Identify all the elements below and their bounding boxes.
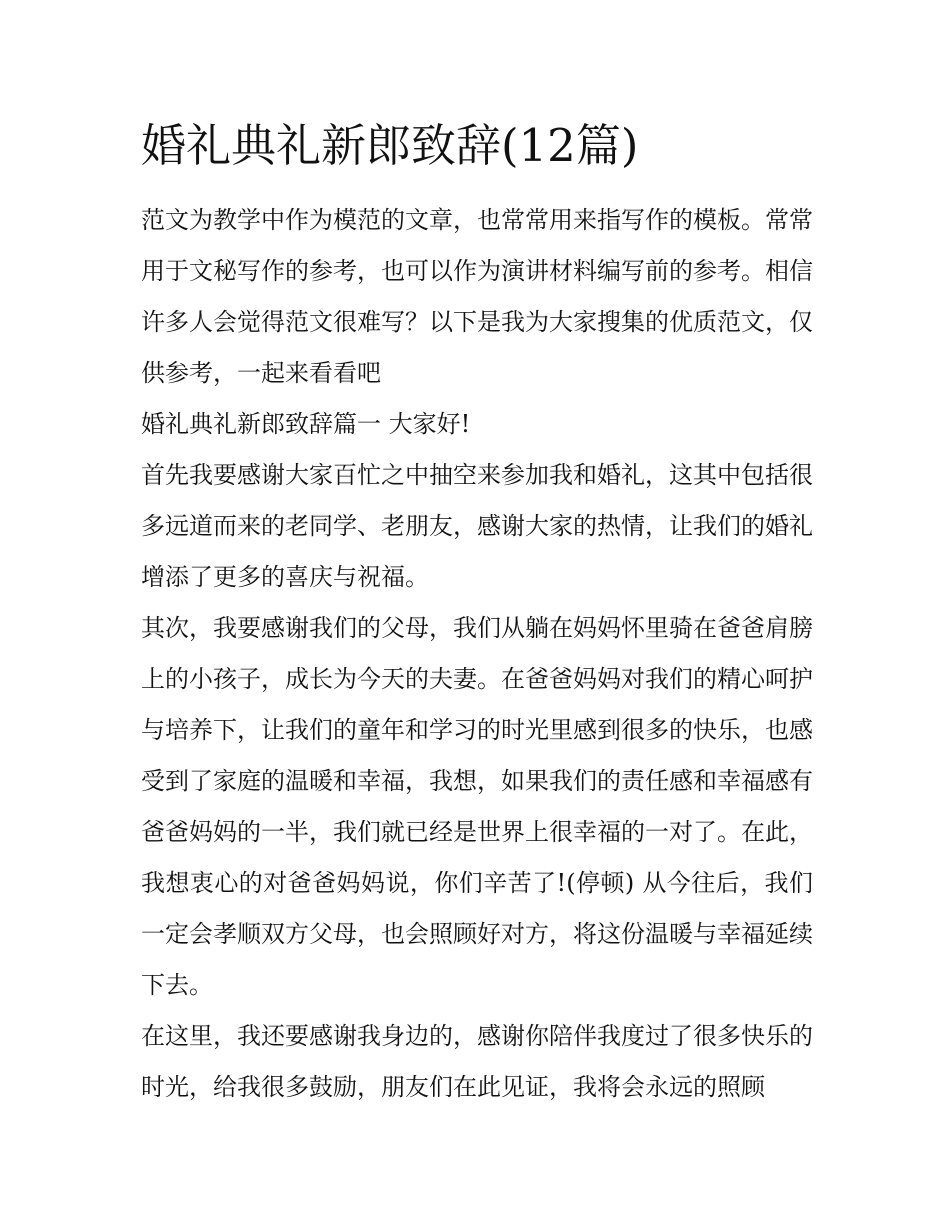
document-content — [141, 114, 813, 1113]
section-heading-paragraph: 婚礼典礼新郎致辞篇一 大家好! — [141, 410, 471, 438]
document-title: 婚礼典礼新郎致辞(12篇) — [141, 119, 639, 172]
document-body — [141, 195, 813, 1113]
thanks-parents-paragraph: 其次，我要感谢我们的父母，我们从躺在妈妈怀里骑在爸爸肩膀上的小孩子，成长为今天的夫妻。在爸爸妈妈对我们的精心呵护与培养下，让我们的童年和学习的时光里感到很多的快乐，也感受到了家庭的温暖和幸福，我想，如果我们的责任感和幸福感有爸爸妈妈的一半，我们就已经是世界上很幸福的一对了。在此，我想衷心的对爸爸妈妈说，你们辛苦了!(停顿) 从今往后，我们一定会孝顺双方父母，也会照顾好对方，将这份温暖与幸福延续下去。 — [141, 614, 813, 999]
thanks-partner-paragraph: 在这里，我还要感谢我身边的，感谢你陪伴我度过了很多快乐的时光，给我很多鼓励，朋友们在此见证，我将会永远的照顾 — [141, 1022, 813, 1101]
thanks-guests-paragraph: 首先我要感谢大家百忙之中抽空来参加我和婚礼，这其中包括很多远道而来的老同学、老朋友，感谢大家的热情，让我们的婚礼增添了更多的喜庆与祝福。 — [141, 461, 813, 591]
intro-paragraph: 范文为教学中作为模范的文章，也常常用来指写作的模板。常常用于文秘写作的参考，也可以作为演讲材料编写前的参考。相信许多人会觉得范文很难写？以下是我为大家搜集的优质范文，仅供参考，一起来看看吧 — [141, 206, 813, 387]
